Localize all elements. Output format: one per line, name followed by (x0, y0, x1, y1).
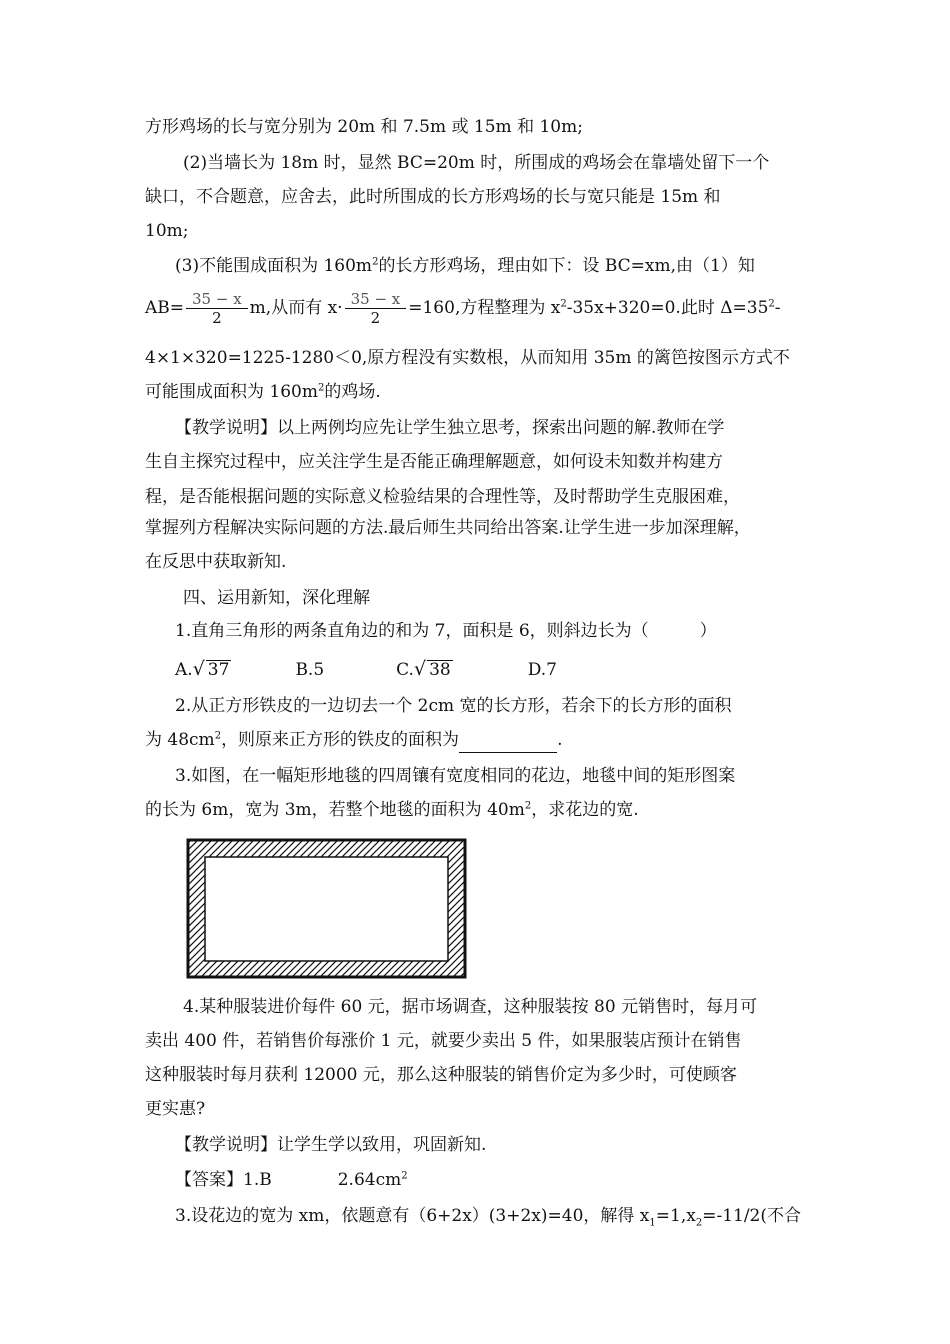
choice-d: D.7 (527, 660, 557, 680)
choice-c (396, 660, 453, 680)
text-segment: 2.64cm (337, 1170, 402, 1190)
equation-line (145, 290, 781, 327)
text-segment: ，则原来正方形的铁皮的面积为 (221, 730, 460, 750)
fraction (345, 290, 407, 327)
text-line: 程，是否能根据问题的实际意义检验结果的合理性等，及时帮助学生克服困难， (145, 487, 740, 507)
text-segment: 3.设花边的宽为 xm，依题意有（6+2x）(3+2x)=40，解得 x (175, 1206, 650, 1226)
fraction-numerator: 35 − x (186, 290, 248, 309)
teaching-note: 【教学说明】让学生学以致用，巩固新知. (175, 1135, 487, 1155)
choices-row (175, 656, 557, 683)
text-segment: -35x+320=0.此时 Δ=35 (566, 298, 769, 318)
superscript: 2 (560, 298, 567, 310)
question-4-line: 4.某种服装进价每件 60 元，据市场调查，这种服装按 80 元销售时，每月可 (183, 997, 758, 1017)
choice-label: C. (396, 660, 414, 680)
text-line: 方形鸡场的长与宽分别为 20m 和 7.5m 或 15m 和 10m; (145, 117, 583, 137)
text-line: 10m; (145, 221, 189, 241)
answer-2 (338, 1170, 408, 1190)
carpet-center-pattern (205, 857, 448, 961)
text-line: 【教学说明】以上两例均应先让学生独立思考，探索出问题的解.教师在学 (175, 418, 725, 438)
question-4-line: 卖出 400 件，若销售价每涨价 1 元，就要少卖出 5 件，如果服装店预计在销售 (145, 1031, 742, 1051)
text-line: (2)当墙长为 18m 时，显然 BC=20m 时，所围成的鸡场会在靠墙处留下一个 (183, 153, 770, 173)
subscript: 1 (649, 1217, 656, 1229)
superscript: 2 (214, 730, 222, 742)
choice-label: A. (175, 660, 193, 680)
superscript: 2 (401, 1170, 408, 1182)
text-segment: - (774, 298, 781, 318)
text-segment: . (557, 730, 563, 750)
text-line (145, 379, 381, 405)
text-segment: (3)不能围成面积为 160m (175, 256, 373, 276)
question-3-line (145, 797, 639, 823)
text-line: 生自主探究过程中，应关注学生是否能正确理解题意，如何设未知数并构建方 (145, 452, 723, 472)
radicand: 37 (207, 660, 230, 680)
question-1: 1.直角三角形的两条直角边的和为 7，面积是 6，则斜边长为（ ） (175, 621, 717, 641)
superscript: 2 (768, 298, 775, 310)
text-segment: 的长为 6m，宽为 3m，若整个地毯的面积为 40m (145, 800, 525, 820)
text-segment: =160,方程整理为 x (408, 298, 561, 318)
question-2-line (145, 727, 562, 753)
carpet-diagram (186, 838, 468, 981)
text-line: 4×1×320=1225-1280＜0,原方程没有实数根，从而知用 35m 的篱笆按图示方式不 (145, 348, 790, 368)
superscript: 2 (524, 800, 532, 812)
text-segment: 的长方形鸡场，理由如下：设 BC=xm,由（1）知 (378, 256, 755, 276)
text-segment: m,从而有 x· (249, 298, 343, 318)
superscript: 2 (317, 382, 325, 394)
text-segment: 为 48cm (145, 730, 215, 750)
text-line: 在反思中获取新知. (145, 552, 287, 572)
answer-blank (459, 734, 557, 753)
superscript: 2 (372, 256, 379, 268)
text-line (175, 253, 755, 279)
sqrt-symbol: √ (192, 658, 205, 680)
sqrt-symbol: √ (413, 658, 427, 680)
choice-a (175, 660, 231, 680)
answer-3-line (175, 1203, 801, 1229)
text-segment: 可能围成面积为 160m (145, 382, 318, 402)
text-segment: =-11/2(不合 (702, 1206, 801, 1226)
radicand: 38 (429, 660, 451, 680)
fraction (186, 290, 248, 327)
text-segment: 的鸡场. (324, 382, 381, 402)
text-line: 掌握列方程解决实际问题的方法.最后师生共同给出答案.让学生进一步加深理解， (145, 518, 751, 538)
choice-b: B.5 (295, 660, 325, 680)
answers-line (175, 1167, 408, 1193)
fraction-numerator: 35 − x (345, 290, 407, 309)
answer-1: 【答案】1.B (175, 1170, 272, 1190)
text-segment: =1,x (655, 1206, 696, 1226)
text-line: 缺口，不合题意，应舍去，此时所围成的长方形鸡场的长与宽只能是 15m 和 (145, 187, 721, 207)
fraction-denominator: 2 (370, 309, 381, 327)
fraction-denominator: 2 (212, 309, 222, 327)
question-2-line: 2.从正方形铁皮的一边切去一个 2cm 宽的长方形，若余下的长方形的面积 (175, 696, 732, 716)
question-3-line: 3.如图，在一幅矩形地毯的四周镶有宽度相同的花边，地毯中间的矩形图案 (175, 766, 736, 786)
subscript: 2 (695, 1217, 703, 1229)
question-4-line: 这种服装时每月获利 12000 元，那么这种服装的销售价定为多少时，可使顾客 (145, 1065, 737, 1085)
text-segment: AB= (145, 298, 185, 318)
text-segment: ，求花边的宽. (531, 800, 639, 820)
section-heading: 四、运用新知，深化理解 (183, 588, 370, 608)
question-4-line: 更实惠? (145, 1099, 206, 1119)
